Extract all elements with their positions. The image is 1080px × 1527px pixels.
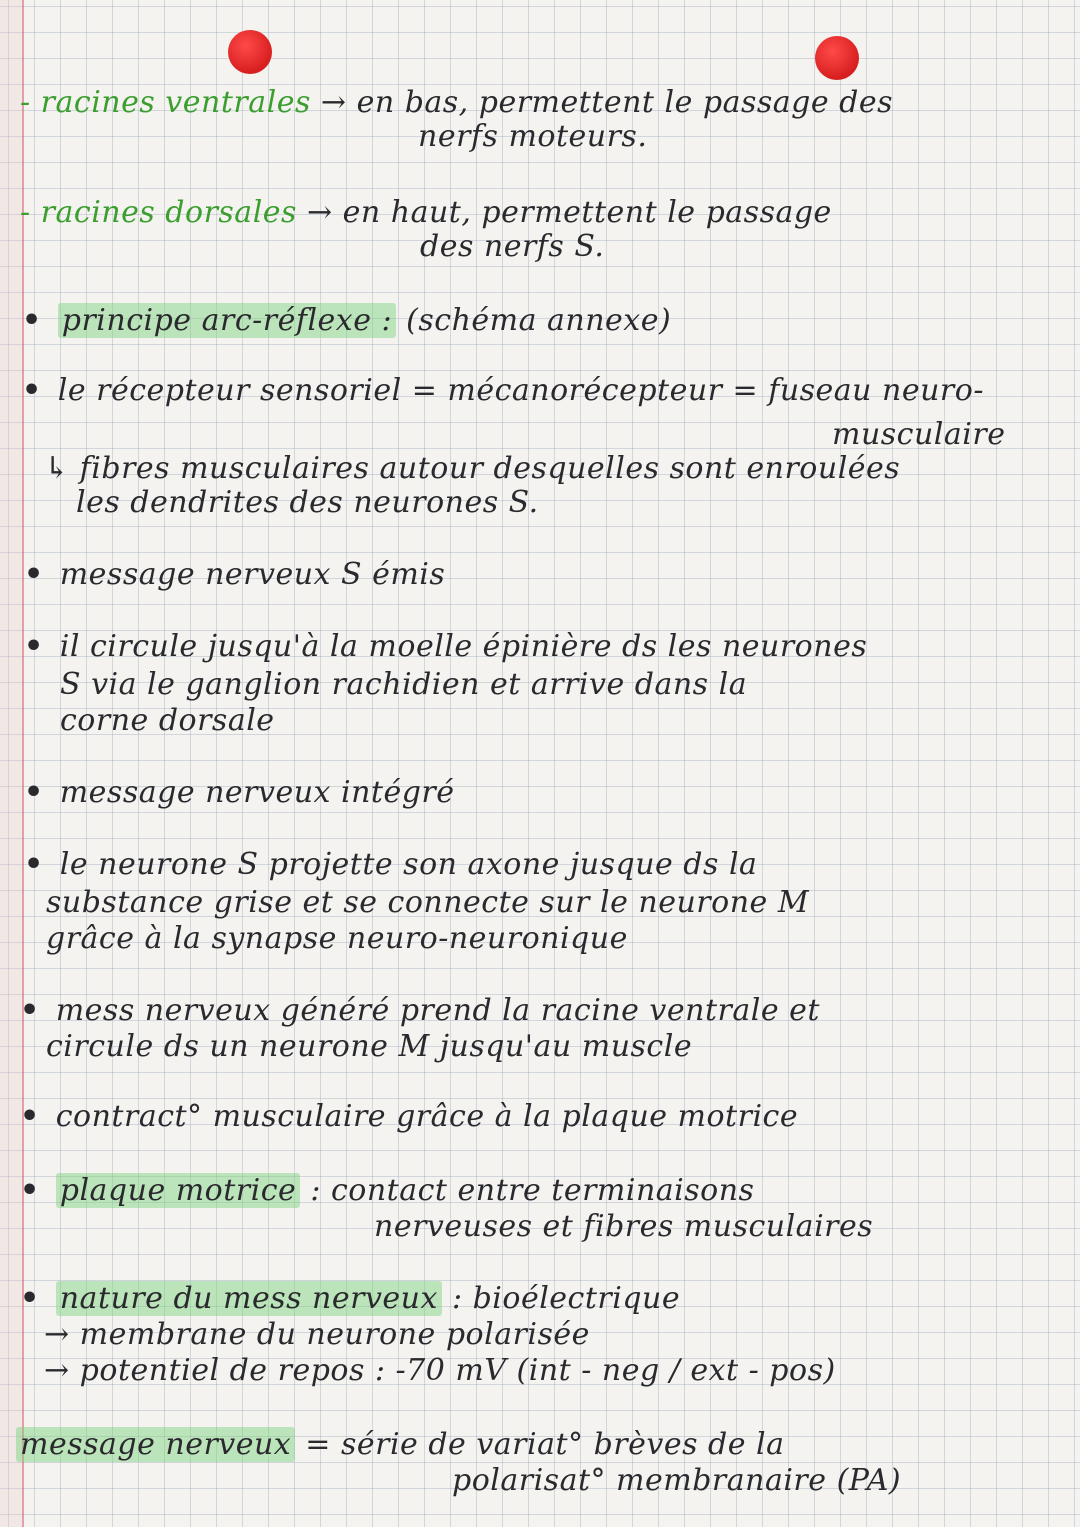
term-nature-mess-nerveux: nature du mess nerveux: [56, 1281, 442, 1316]
note-line-21: [20, 1174, 754, 1208]
term-arc-reflexe: principe arc-réflexe :: [58, 303, 396, 338]
note-line-11: [24, 630, 867, 664]
note-line-13: corne dorsale: [60, 703, 275, 738]
note-line-17: grâce à la synapse neuro-neuronique: [46, 921, 628, 956]
note-line-18: [20, 994, 820, 1028]
term-racines-dorsales: - racines dorsales: [20, 195, 297, 230]
note-line-19: circule ds un neurone M jusqu'au muscle: [46, 1029, 693, 1064]
note-line-27: polarisat° membranaire (PA): [452, 1463, 902, 1498]
term-racines-ventrales: - racines ventrales: [20, 85, 311, 120]
bullet-icon: •: [24, 775, 44, 810]
note-line-14: [24, 776, 455, 810]
note-text: le neurone S projette son axone jusque ds la: [59, 847, 758, 882]
note-line-24: → membrane du neurone polarisée: [44, 1317, 590, 1352]
note-text: → en haut, permettent le passage: [306, 195, 832, 230]
note-text: = série de variat° brèves de la: [305, 1427, 785, 1462]
note-text: → en bas, permettent le passage des: [320, 85, 894, 120]
note-text: : contact entre terminaisons: [310, 1173, 755, 1208]
note-line-23: [20, 1282, 680, 1316]
note-line-6: [22, 374, 984, 408]
note-line-9: les dendrites des neurones S.: [76, 485, 539, 520]
note-line-16: substance grise et se connecte sur le neurone M: [46, 885, 810, 920]
note-line-4: des nerfs S.: [420, 229, 605, 264]
bullet-icon: •: [22, 303, 42, 338]
note-line-3: [20, 196, 832, 230]
note-text: message nerveux intégré: [59, 775, 455, 810]
note-line-20: [20, 1100, 798, 1134]
note-text: contract° musculaire grâce à la plaque motrice: [55, 1099, 799, 1134]
note-line-5: [22, 304, 671, 338]
binder-hole-right: [815, 36, 859, 80]
note-line-25: → potentiel de repos : -70 mV (int - neg / ext - pos): [44, 1353, 836, 1388]
note-line-22: nerveuses et fibres musculaires: [374, 1209, 874, 1244]
note-line-10: [24, 558, 445, 592]
note-line-15: [24, 848, 757, 882]
term-plaque-motrice: plaque motrice: [56, 1173, 301, 1208]
note-line-26: [16, 1428, 784, 1462]
term-message-nerveux: message nerveux: [16, 1427, 295, 1462]
bullet-icon: •: [24, 847, 44, 882]
bullet-icon: •: [20, 1099, 40, 1134]
note-line-7: musculaire: [832, 417, 1006, 452]
bullet-icon: •: [20, 1173, 40, 1208]
note-line-1: [20, 86, 893, 120]
bullet-icon: •: [20, 993, 40, 1028]
note-text: (schéma annexe): [406, 303, 672, 338]
bullet-icon: •: [22, 373, 42, 408]
binder-hole-left: [228, 30, 272, 74]
note-text: : bioélectrique: [451, 1281, 681, 1316]
note-line-12: S via le ganglion rachidien et arrive dans la: [60, 667, 748, 702]
note-text: mess nerveux généré prend la racine ventrale et: [55, 993, 820, 1028]
bullet-icon: •: [24, 557, 44, 592]
bullet-icon: •: [20, 1281, 40, 1316]
note-text: il circule jusqu'à la moelle épinière ds les neurones: [59, 629, 868, 664]
note-line-8: ↳ fibres musculaires autour desquelles sont enroulées: [44, 451, 901, 486]
note-text: message nerveux S émis: [59, 557, 446, 592]
note-text: le récepteur sensoriel = mécanorécepteur = fuseau neuro-: [57, 373, 984, 408]
note-line-2: nerfs moteurs.: [418, 119, 648, 154]
bullet-icon: •: [24, 629, 44, 664]
